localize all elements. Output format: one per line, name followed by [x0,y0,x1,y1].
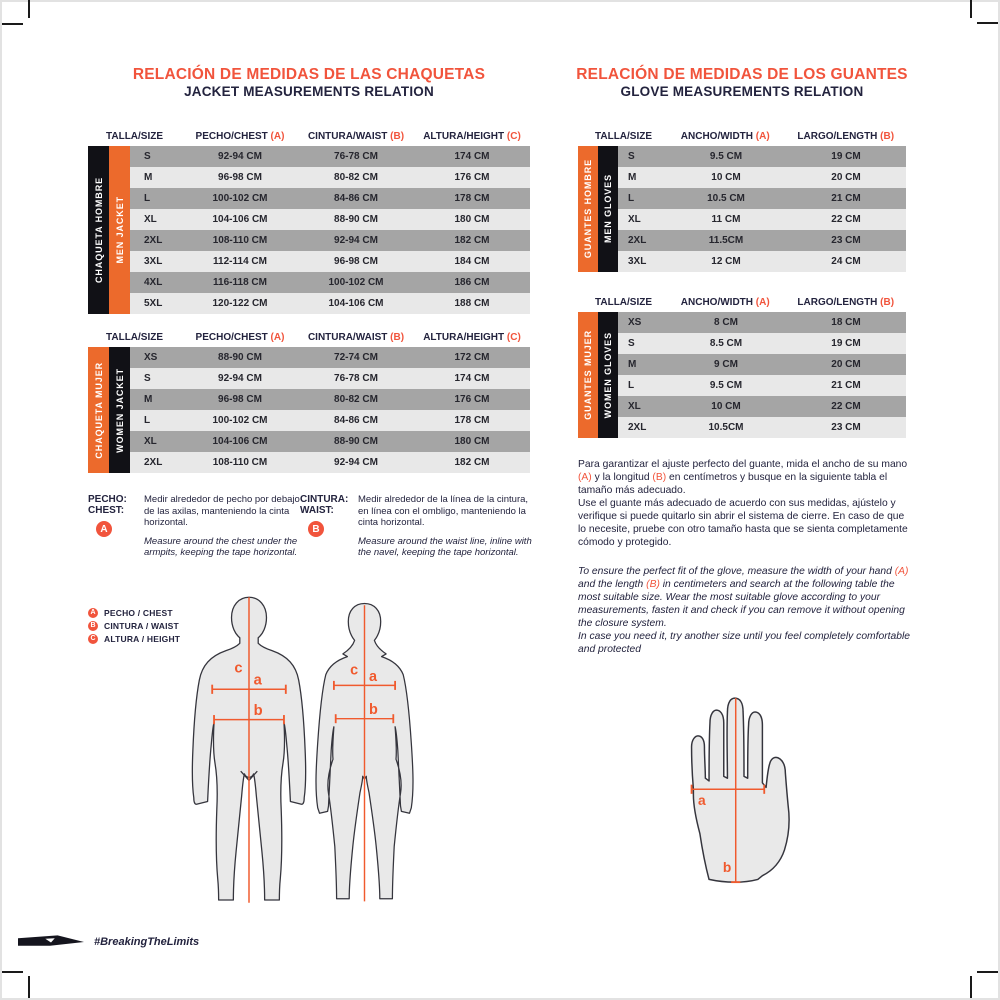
size-cell: 2XL [144,457,163,468]
measure-cell: 10 CM [711,401,741,412]
women-jacket-rows [130,347,530,473]
column-header: CINTURA/WAIST (B) [307,130,405,142]
male-label-a: a [253,672,262,689]
men-gloves-header [595,126,906,146]
size-cell: XS [628,317,642,328]
column-header: TALLA/SIZE [595,296,653,308]
crop-mark-bottom-left-h [2,971,23,973]
table-row [130,188,530,209]
side-label-es: GUANTES MUJER [583,330,593,420]
waist-label-en: WAIST: [300,505,334,516]
measure-cell: 8.5 CM [709,338,743,349]
column-header: ALTURA/HEIGHT (C) [423,331,521,343]
waist-text-en: Measure around the waist line, inline with the navel, keeping the tape horizontal. [358,535,532,558]
side-strip-es [578,146,598,272]
women-gloves-table [578,292,906,438]
table-row [618,167,906,188]
crop-mark-bottom-left-v [28,976,30,998]
side-label-en: MEN GLOVES [603,174,613,244]
men-jacket-table [88,126,530,314]
measure-cell: 9.5 CM [709,380,743,391]
brand-logo-icon [18,935,84,949]
side-strip-en [109,146,130,314]
chest-text-es: Medir alrededor de pecho por debajo de las axilas, manteniendo la cinta horizontal. [144,494,300,528]
men-jacket-rows [130,146,530,314]
measure-cell: 188 CM [454,298,490,309]
women-gloves-rows [618,312,906,438]
measure-cell: 20 CM [831,172,861,183]
jacket-title-es: RELACIÓN DE MEDIDAS DE LAS CHAQUETAS [132,66,486,83]
women-jacket-header [106,327,530,347]
measure-cell: 182 CM [454,457,490,468]
size-cell: M [144,394,153,405]
women-gloves-header [595,292,906,312]
measure-cell: 100-102 CM [212,193,268,204]
crop-mark-top-right-h [977,22,998,24]
side-strip-es [578,312,598,438]
side-label-es: CHAQUETA HOMBRE [93,177,104,283]
measure-cell: 100-102 CM [328,277,384,288]
table-row [130,209,530,230]
column-header: TALLA/SIZE [595,130,653,142]
table-row [618,251,906,272]
table-row [130,389,530,410]
side-strip-es [88,347,109,473]
letter-a-badge: A [96,521,112,537]
size-cell: XL [628,214,641,225]
letter-b-badge: B [308,521,324,537]
measure-cell: 176 CM [454,172,490,183]
size-cell: 2XL [628,235,647,246]
measure-cell: 180 CM [454,436,490,447]
measure-cell: 186 CM [454,277,490,288]
measure-cell: 24 CM [831,256,861,267]
footer [18,935,199,949]
measure-cell: 184 CM [454,256,490,267]
female-label-b: b [369,702,378,719]
table-row [130,293,530,314]
size-cell: 3XL [628,256,647,267]
measure-cell: 11.5CM [708,235,744,246]
column-header: LARGO/LENGTH (B) [797,130,895,142]
size-cell: L [144,415,151,426]
measure-cell: 108-110 CM [212,457,268,468]
male-label-c: c [234,660,243,677]
jacket-title-en: JACKET MEASUREMENTS RELATION [184,84,434,99]
men-jacket-side-strips [88,146,130,314]
measure-cell: 116-118 CM [213,277,267,288]
hand-diagram [652,686,836,898]
measure-cell: 104-106 CM [212,214,268,225]
measure-cell: 172 CM [454,352,490,363]
measure-cell: 108-110 CM [212,235,268,246]
table-row [618,188,906,209]
crop-mark-bottom-right-h [977,971,998,973]
hand-label-b: b [722,860,732,876]
measure-cell: 92-94 CM [218,373,262,384]
column-header: CINTURA/WAIST (B) [307,331,405,343]
letter-b-icon: B [88,621,98,631]
crop-mark-bottom-right-v [970,976,972,998]
column-header: PECHO/CHEST (A) [195,130,285,142]
measure-cell: 92-94 CM [334,235,378,246]
table-row [618,375,906,396]
measure-cell: 10.5CM [708,422,744,433]
size-cell: S [628,338,635,349]
size-cell: M [628,172,637,183]
measure-cell: 22 CM [831,401,861,412]
column-header: LARGO/LENGTH (B) [797,296,895,308]
column-header: ALTURA/HEIGHT (C) [423,130,521,142]
size-cell: XL [144,214,157,225]
side-strip-es [88,146,109,314]
measure-cell: 180 CM [454,214,490,225]
crop-mark-top-left-v [28,0,30,18]
measure-cell: 88-90 CM [334,436,378,447]
table-row [130,251,530,272]
measure-cell: 8 CM [714,317,738,328]
table-row [130,230,530,251]
measure-cell: 72-74 CM [334,352,378,363]
side-label-es: GUANTES HOMBRE [583,159,593,259]
measure-cell: 80-82 CM [334,172,378,183]
men-gloves-table [578,126,906,272]
measure-cell: 174 CM [454,373,490,384]
measure-cell: 112-114 CM [213,256,267,267]
size-cell: XL [628,401,641,412]
letter-c-icon: C [88,634,98,644]
measure-cell: 10 CM [711,172,741,183]
measure-cell: 96-98 CM [218,172,262,183]
female-body-diagram [297,589,432,915]
footer-hashtag: #BreakingTheLimits [94,936,200,948]
table-row [618,417,906,438]
waist-label-es: CINTURA: [300,494,349,505]
size-cell: 5XL [144,298,163,309]
measure-cell: 96-98 CM [334,256,378,267]
crop-mark-top-right-v [970,0,972,18]
side-label-en: MEN JACKET [114,196,125,264]
men-gloves-rows [618,146,906,272]
male-label-b: b [253,703,263,720]
glove-title-en: GLOVE MEASUREMENTS RELATION [620,84,864,99]
table-row [618,146,906,167]
female-silhouette-icon [297,589,432,915]
table-row [618,354,906,375]
size-cell: L [628,193,635,204]
chest-label-es: PECHO: [88,494,127,505]
men-jacket-header [106,126,530,146]
size-cell: 2XL [144,235,163,246]
measure-cell: 178 CM [454,193,490,204]
women-gloves-side-strips [578,312,618,438]
glove-note-es: Para garantizar el ajuste perfecto del guante, mida el ancho de su mano (A) y la longitud (B) en centímetros y busque en la siguiente tabla el tamaño más adecuado. Use el guante más adecuado de acuerdo con sus medidas, ajústelo y verifique si puede quitarlo sin abrir el sistema de cierre. En caso de que lo necesite, pruebe con otro tamaño hasta que se sienta completamente cómodo y protegido. [578,459,908,548]
table-row [130,431,530,452]
measure-cell: 18 CM [831,317,861,328]
measure-cell: 84-86 CM [334,415,378,426]
side-strip-en [598,146,618,272]
table-row [130,368,530,389]
table-row [130,272,530,293]
size-cell: L [144,193,151,204]
measure-cell: 19 CM [831,151,861,162]
measure-cell: 76-78 CM [334,151,378,162]
column-header: TALLA/SIZE [106,130,164,142]
size-cell: S [628,151,635,162]
women-jacket-table [88,327,530,473]
size-cell: S [144,373,151,384]
side-label-en: WOMEN GLOVES [603,331,613,419]
size-cell: S [144,151,151,162]
women-jacket-side-strips [88,347,130,473]
measure-cell: 96-98 CM [218,394,262,405]
table-row [130,167,530,188]
female-label-c: c [350,662,359,679]
measure-cell: 9 CM [714,359,738,370]
legend-item-waist: B CINTURA / WAIST [88,619,180,632]
glove-note-en: To ensure the perfect fit of the glove, measure the width of your hand (A) and the length (B) in centimeters and search at the following table the most suitable size. Wear the most suitable glove according to your measurements, fasten it and check if you can remove it without opening the closure system. In case you need it, try another size until you feel completely comfortable and protected [578,566,910,655]
table-row [130,347,530,368]
waist-note [300,494,532,559]
column-header: TALLA/SIZE [106,331,164,343]
measure-cell: 88-90 CM [218,352,262,363]
measure-cell: 178 CM [454,415,490,426]
size-cell: M [628,359,637,370]
female-label-a: a [369,668,378,685]
measure-legend [88,606,180,645]
waist-text-es: Medir alrededor de la línea de la cintura, en línea con el ombligo, manteniendo la cinta horizontal. [358,494,529,528]
side-label-es: CHAQUETA MUJER [93,361,104,459]
measure-cell: 76-78 CM [334,373,378,384]
size-cell: 3XL [144,256,163,267]
measure-cell: 104-106 CM [328,298,384,309]
hand-silhouette-icon [652,686,836,898]
measure-cell: 12 CM [711,256,741,267]
measure-cell: 174 CM [454,151,490,162]
column-header: PECHO/CHEST (A) [195,331,285,343]
column-header: ANCHO/WIDTH (A) [680,130,770,142]
table-row [618,312,906,333]
table-row [130,410,530,431]
measure-cell: 92-94 CM [218,151,262,162]
table-row [130,146,530,167]
size-cell: M [144,172,153,183]
measure-cell: 9.5 CM [709,151,743,162]
chest-label-en: CHEST: [88,505,125,516]
measure-cell: 23 CM [831,235,861,246]
measure-cell: 23 CM [831,422,861,433]
legend-item-chest: A PECHO / CHEST [88,606,180,619]
measure-cell: 84-86 CM [334,193,378,204]
crop-mark-top-left-h [2,23,23,25]
measure-cell: 11 CM [711,214,741,225]
size-cell: L [628,380,635,391]
measure-cell: 92-94 CM [334,457,378,468]
table-row [618,230,906,251]
measure-cell: 100-102 CM [212,415,268,426]
size-cell: 4XL [144,277,163,288]
measure-cell: 80-82 CM [334,394,378,405]
measure-cell: 176 CM [454,394,490,405]
side-label-en: WOMEN JACKET [114,367,125,453]
size-cell: XS [144,352,158,363]
measure-cell: 104-106 CM [212,436,268,447]
table-row [618,396,906,417]
measure-cell: 21 CM [831,380,861,391]
measure-cell: 88-90 CM [334,214,378,225]
glove-title-es: RELACIÓN DE MEDIDAS DE LOS GUANTES [576,66,908,83]
size-cell: XL [144,436,157,447]
table-row [130,452,530,473]
side-strip-en [598,312,618,438]
chest-text-en: Measure around the chest under the armpits, keeping the tape horizontal. [144,535,298,558]
letter-a-icon: A [88,608,98,618]
hand-label-a: a [698,792,706,808]
size-cell: 2XL [628,422,647,433]
measure-cell: 182 CM [454,235,490,246]
table-row [618,333,906,354]
measure-cell: 19 CM [831,338,861,349]
measure-cell: 10.5 CM [707,193,745,204]
measure-cell: 21 CM [831,193,861,204]
measure-cell: 20 CM [831,359,861,370]
chest-note [88,494,300,559]
table-row [618,209,906,230]
column-header: ANCHO/WIDTH (A) [680,296,770,308]
men-gloves-side-strips [578,146,618,272]
measure-cell: 120-122 CM [212,298,268,309]
side-strip-en [109,347,130,473]
measure-cell: 22 CM [831,214,861,225]
legend-item-height: C ALTURA / HEIGHT [88,632,180,645]
